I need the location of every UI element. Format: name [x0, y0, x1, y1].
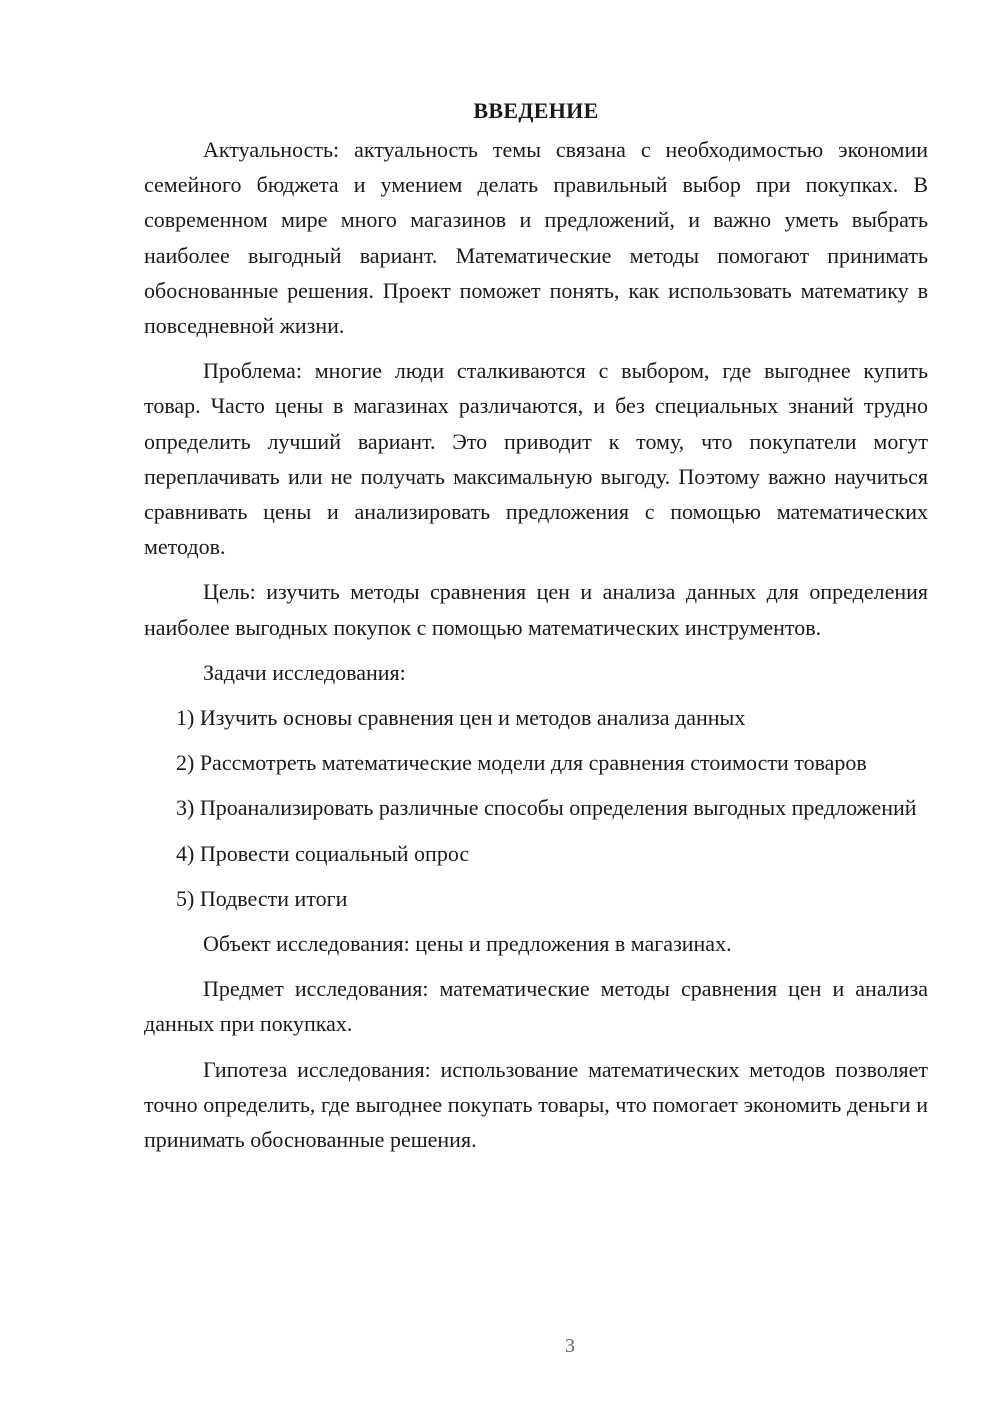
problem-paragraph: Проблема: многие люди сталкиваются с выбором, где выгоднее купить товар. Часто цены в магазинах различаются, и без специальных знаний трудно определить лучший вариант. Это приводит к тому, что покупатели могут переплачивать или не получать максимальную выгоду. Поэтому важно научиться сравнивать цены и анализировать предложения с помощью математических методов. — [144, 358, 928, 560]
tasks-list — [144, 700, 928, 916]
page-number: 3 — [565, 1335, 575, 1357]
tasks-heading: Задачи исследования: — [203, 659, 406, 685]
goal-paragraph: Цель: изучить методы сравнения цен и анализа данных для определения наиболее выгодных покупок с помощью математических инструментов. — [144, 579, 928, 640]
list-item: 1) Изучить основы сравнения цен и методов анализа данных — [176, 705, 746, 731]
object-paragraph: Объект исследования: цены и предложения в магазинах. — [203, 931, 732, 957]
hypothesis-paragraph: Гипотеза исследования: использование математических методов позволяет точно определить, где выгоднее покупать товары, что помогает экономить деньги и принимать обоснованные решения. — [144, 1056, 928, 1153]
page-content — [144, 96, 928, 1167]
relevance-paragraph: Актуальность: актуальность темы связана с необходимостью экономии семейного бюджета и умением делать правильный выбор при покупках. В современном мире много магазинов и предложений, и важно уметь выбрать наиболее выгодный вариант. Математические методы помогают принимать обоснованные решения. Проект поможет понять, как использовать математику в повседневной жизни. — [144, 137, 928, 339]
subject-paragraph: Предмет исследования: математические методы сравнения цен и анализа данных при покупках. — [144, 976, 928, 1037]
list-item: 4) Провести социальный опрос — [176, 840, 470, 866]
page-title: ВВЕДЕНИЕ — [473, 98, 599, 123]
list-item: 2) Рассмотреть математические модели для сравнения стоимости товаров — [176, 750, 867, 776]
list-item: 5) Подвести итоги — [176, 885, 348, 911]
list-item: 3) Проанализировать различные способы определения выгодных предложений — [176, 795, 917, 821]
